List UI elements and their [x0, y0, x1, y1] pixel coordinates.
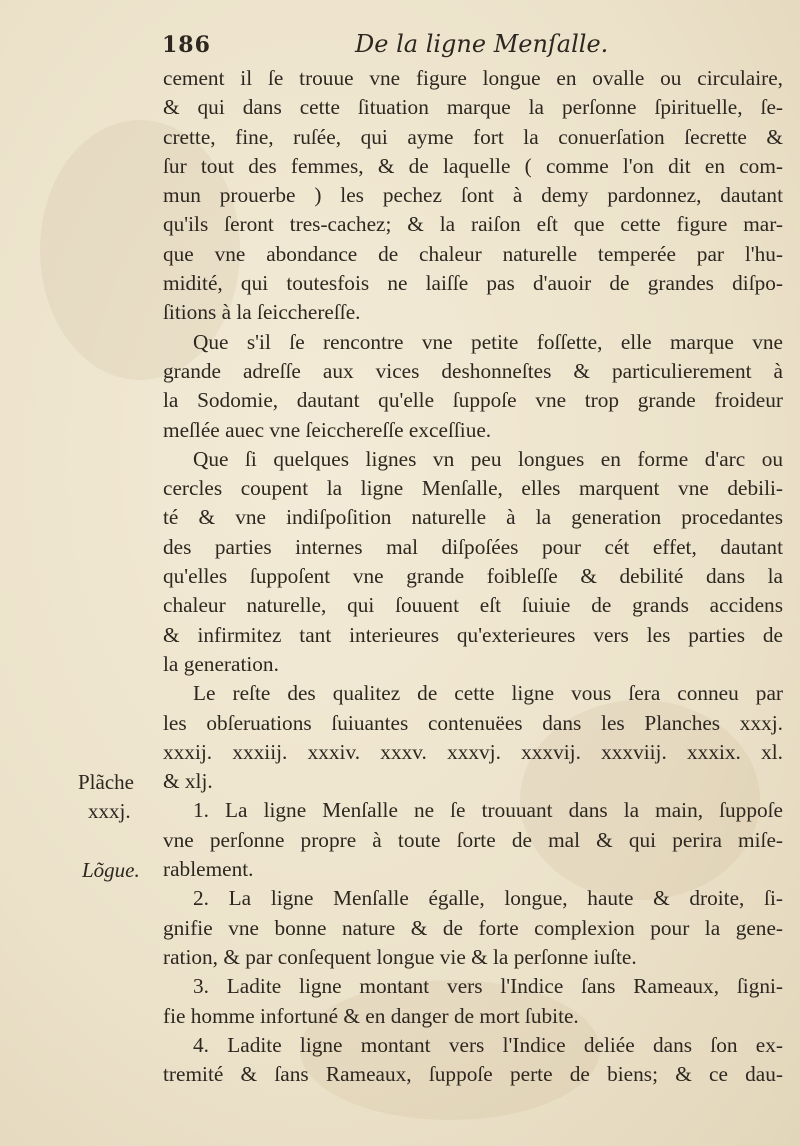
- paragraph: [163, 796, 783, 884]
- paragraph: [163, 1031, 783, 1090]
- text-line: mun prouerbe ) les pechez ſont à demy pardonnez, dautant: [163, 183, 783, 208]
- text-line: 4. Ladite ligne montant vers l'Indice deliée dans ſon ex-: [193, 1032, 783, 1057]
- text-line: gnifie vne bonne nature & de forte complexion pour la gene-: [163, 915, 783, 940]
- text-line: tremité & ſans Rameaux, ſuppoſe perte de biens; & ce dau-: [163, 1062, 783, 1087]
- text-line: Que s'il ſe rencontre vne petite foſſette, elle marque vne: [193, 329, 783, 354]
- text-line: la Sodomie, dautant qu'elle ſuppoſe vne trop grande froideur: [163, 388, 783, 413]
- text-line: & xlj.: [163, 769, 213, 794]
- running-title: De la ligne Menſalle.: [355, 30, 609, 58]
- text-line: cement il ſe trouue vne figure longue en ovalle ou circulaire,: [163, 66, 783, 90]
- text-line: les obſeruations ſuiuantes contenuëes dans les Planches xxxj.: [163, 710, 783, 735]
- page-header: [150, 28, 780, 62]
- text-line: 1. La ligne Menſalle ne ſe trouuant dans la main, ſuppoſe: [193, 798, 783, 823]
- text-line: la generation.: [163, 651, 279, 676]
- paragraph: [163, 445, 783, 679]
- text-line: des parties internes mal diſpoſées pour cét effet, dautant: [163, 534, 783, 559]
- text-line: chaleur naturelle, qui ſouuent eſt ſuiuie de grands accidens: [163, 593, 783, 618]
- text-line: Le reſte des qualitez de cette ligne vous ſera conneu par: [193, 681, 783, 706]
- text-line: té & vne indiſpoſition naturelle à la generation procedantes: [163, 505, 783, 530]
- page-number: 186: [162, 32, 211, 58]
- text-line: qu'ils ſeront tres-cachez; & la raiſon eſt que cette figure mar-: [163, 212, 783, 237]
- text-line: 2. La ligne Menſalle égalle, longue, haute & droite, ſi-: [193, 886, 783, 911]
- text-line: crette, fine, ruſée, qui ayme fort la conuerſation ſecrette &: [163, 124, 783, 149]
- margin-note-longue: Lõgue.: [82, 858, 140, 882]
- paragraph: [163, 884, 783, 972]
- text-line: 3. Ladite ligne montant vers l'Indice ſans Rameaux, ſigni-: [193, 974, 783, 999]
- text-line: & infirmitez tant interieures qu'exterieures vers les parties de: [163, 622, 783, 647]
- text-line: fie homme infortuné & en danger de mort ſubite.: [163, 1003, 579, 1028]
- text-line: ſur tout des femmes, & de laquelle ( comme l'on dit en com-: [163, 153, 783, 178]
- paragraph: [163, 328, 783, 445]
- text-line: rablement.: [163, 857, 254, 882]
- text-line: ration, & par conſequent longue vie & la perſonne iuſte.: [163, 944, 637, 969]
- text-line: & qui dans cette ſituation marque la perſonne ſpirituelle, ſe-: [163, 95, 783, 120]
- text-line: cercles coupent la ligne Menſalle, elles marquent vne debili-: [163, 476, 783, 501]
- paragraph: [163, 679, 783, 796]
- text-line: Que ſi quelques lignes vn peu longues en forme d'arc ou: [193, 446, 783, 471]
- text-line: grande adreſſe aux vices deshonneſtes & particulierement à: [163, 358, 783, 383]
- body-text: [163, 64, 783, 1089]
- text-line: xxxij. xxxiij. xxxiv. xxxv. xxxvj. xxxvij. xxxviij. xxxix. xl.: [163, 739, 783, 764]
- margin-note-number: xxxj.: [88, 799, 131, 823]
- text-line: meſlée auec vne ſeicchereſſe exceſſiue.: [163, 417, 492, 442]
- text-line: qu'elles ſuppoſent vne grande foibleſſe & debilité dans la: [163, 564, 783, 589]
- paragraph: [163, 972, 783, 1031]
- text-line: que vne abondance de chaleur naturelle temperée par l'hu-: [163, 241, 783, 266]
- margin-note-planche: Plãche: [78, 770, 134, 794]
- text-line: vne perſonne propre à toute ſorte de mal & qui perira miſe-: [163, 827, 783, 852]
- paragraph: [163, 64, 783, 328]
- text-line: midité, qui toutesfois ne laiſſe pas d'auoir de grandes diſpo-: [163, 271, 783, 296]
- text-line: ſitions à la ſeicchereſſe.: [163, 300, 361, 325]
